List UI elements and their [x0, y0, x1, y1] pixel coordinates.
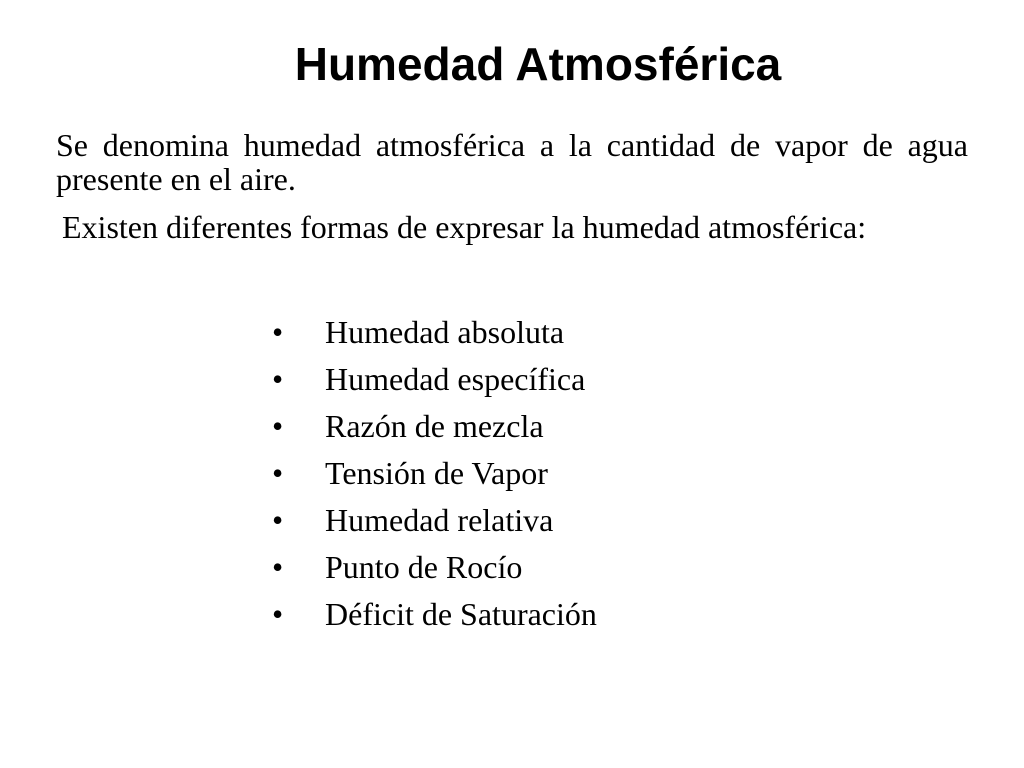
bullet-icon: • [272, 361, 284, 397]
list-item-label: Punto de Rocío [325, 549, 523, 585]
bullet-icon: • [272, 502, 284, 538]
list-item [272, 359, 597, 406]
bullet-icon: • [272, 408, 284, 444]
slide-title: Humedad Atmosférica [294, 38, 782, 90]
humidity-forms-list [272, 312, 597, 641]
list-item [272, 500, 597, 547]
list-item-label: Tensión de Vapor [325, 455, 548, 491]
list-item [272, 406, 597, 453]
list-item-label: Humedad relativa [325, 502, 554, 538]
list-item-label: Humedad específica [325, 361, 586, 397]
list-item-label: Razón de mezcla [325, 408, 544, 444]
bullet-icon: • [272, 549, 284, 585]
bullet-icon: • [272, 455, 284, 491]
bullet-icon: • [272, 596, 284, 632]
bullet-icon: • [272, 314, 284, 350]
list-item-label: Déficit de Saturación [325, 596, 597, 632]
list-item [272, 453, 597, 500]
intro-paragraph: Existen diferentes formas de expresar la humedad atmosférica: [62, 209, 867, 245]
list-item [272, 312, 597, 359]
list-item [272, 594, 597, 641]
list-item [272, 547, 597, 594]
list-item-label: Humedad absoluta [325, 314, 565, 350]
definition-paragraph: Se denomina humedad atmosférica a la cantidad de vapor de agua presente en el aire. [56, 127, 968, 197]
